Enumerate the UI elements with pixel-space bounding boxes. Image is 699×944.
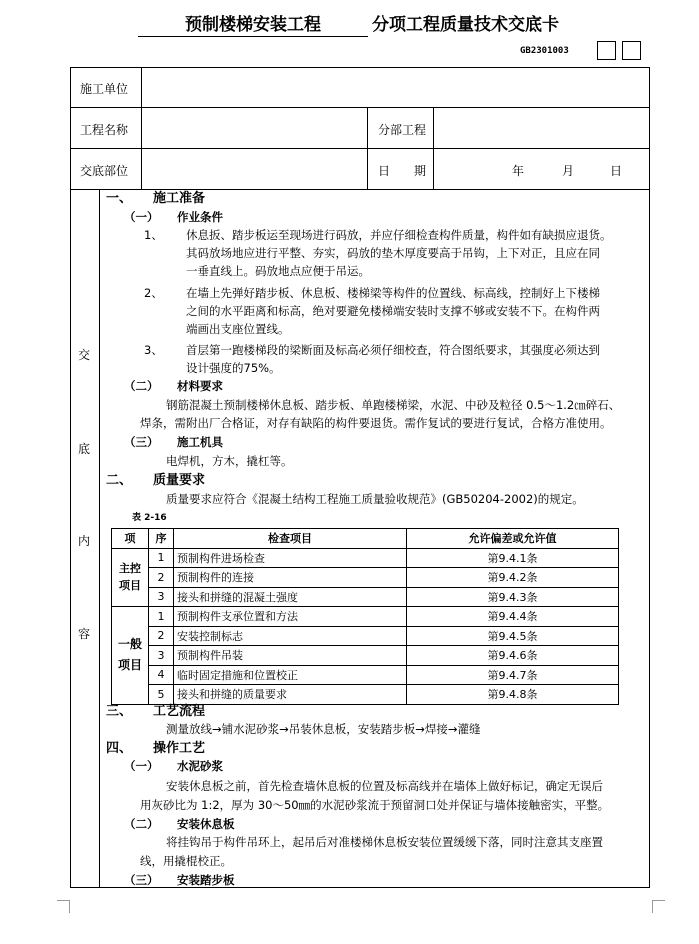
seq-cell: 2 xyxy=(149,626,174,646)
day-label: 日 xyxy=(610,164,623,178)
divider xyxy=(367,107,368,189)
year-label: 年 xyxy=(512,164,525,178)
section-4b-title: 安装休息板 xyxy=(177,817,235,831)
seq-cell: 3 xyxy=(149,646,174,666)
value-cell: 第9.4.1条 xyxy=(407,548,619,568)
value-cell: 第9.4.4条 xyxy=(407,607,619,627)
item-cell: 预制构件进场检查 xyxy=(174,548,407,568)
date-label: 日 期 xyxy=(378,164,427,178)
seq-cell: 1 xyxy=(149,548,174,568)
paragraph-line: 电焊机，方木，撬杠等。 xyxy=(166,454,293,468)
section-2-number: 二、 xyxy=(106,473,133,488)
table-header: 项 xyxy=(112,529,149,549)
paragraph-line: 质量要求应符合《混凝土结构工程施工质量验收规范》(GB50204-2002)的规定。 xyxy=(166,492,584,506)
table-header: 检查项目 xyxy=(174,529,407,549)
seq-cell: 2 xyxy=(149,568,174,588)
table-row xyxy=(112,548,619,568)
value-cell: 第9.4.3条 xyxy=(407,587,619,607)
paragraph-line: 将挂钩吊于构件吊环上，起吊后对准楼梯休息板安装位置缓缓下落，同时注意其支座置 xyxy=(166,835,603,849)
paragraph-line: 焊条，需附出厂合格证，对存有缺陷的构件要退货。需作复试的要进行复试，合格方准使用。 xyxy=(140,416,612,430)
divider xyxy=(433,107,434,189)
section-4c-title: 安装踏步板 xyxy=(177,873,235,887)
paragraph-line: 首层第一跑楼梯段的梁断面及标高必须仔细校查，符合图纸要求，其强度必须达到 xyxy=(186,343,600,357)
divider xyxy=(70,107,650,108)
project-name-label: 工程名称 xyxy=(80,123,129,137)
paragraph-line: 测量放线→铺水泥砂浆→吊装休息板，安装踏步板→焊接→灌缝 xyxy=(166,722,481,736)
paragraph-line: 一垂直线上。码放地点应便于吊运。 xyxy=(186,264,370,278)
location-label: 交底部位 xyxy=(80,164,129,178)
divider xyxy=(70,148,650,149)
paragraph-line: 钢筋混凝土预制楼梯休息板、踏步板、单跑楼梯梁，水泥、中砂及粒径 0.5～1.2㎝碎石、 xyxy=(166,398,621,412)
value-cell: 第9.4.5条 xyxy=(407,626,619,646)
quality-table xyxy=(111,528,619,705)
document-title xyxy=(0,14,699,38)
seq-cell: 3 xyxy=(149,587,174,607)
value-cell: 第9.4.8条 xyxy=(407,685,619,705)
section-4c-number: （三） xyxy=(124,873,159,887)
side-label-char: 容 xyxy=(78,627,91,641)
section-1a-title: 作业条件 xyxy=(177,210,223,224)
group-main-cell: 主控项目 xyxy=(112,548,149,607)
section-1c-number: （三） xyxy=(124,435,159,449)
construction-unit-label: 施工单位 xyxy=(80,82,129,96)
table-row xyxy=(112,607,619,627)
table-row xyxy=(112,568,619,588)
seq-cell: 4 xyxy=(149,665,174,685)
page-corner-mark xyxy=(652,900,665,913)
section-4b-number: （二） xyxy=(124,817,159,831)
item-cell: 接头和拼缝的混凝土强度 xyxy=(174,587,407,607)
table-header-row xyxy=(112,529,619,549)
divider xyxy=(141,67,142,189)
paragraph-line: 用灰砂比为 1:2，厚为 30～50㎜的水泥砂浆流于预留洞口处并保证与墙体接触密实，平整。 xyxy=(140,798,610,812)
month-label: 月 xyxy=(562,164,575,178)
document-code: GB2301003 xyxy=(520,46,569,56)
checkbox-2[interactable] xyxy=(622,41,641,60)
paragraph-line: 安装休息板之前，首先检查墙休息板的位置及标高线并在墙体上做好标记，确定无误后 xyxy=(166,779,603,793)
section-1b-title: 材料要求 xyxy=(177,379,223,393)
paragraph-line: 线，用撬棍校正。 xyxy=(140,854,232,868)
table-row xyxy=(112,646,619,666)
seq-cell: 1 xyxy=(149,607,174,627)
section-3-number: 三、 xyxy=(106,704,133,719)
side-label-char: 内 xyxy=(78,534,91,548)
item-number: 1、 xyxy=(144,228,163,242)
section-4-title: 操作工艺 xyxy=(153,741,206,756)
value-cell: 第9.4.2条 xyxy=(407,568,619,588)
item-cell: 预制构件吊装 xyxy=(174,646,407,666)
table-caption: 表 2-16 xyxy=(132,513,167,523)
section-1-title: 施工准备 xyxy=(153,191,206,206)
item-cell: 预制构件的连接 xyxy=(174,568,407,588)
item-cell: 接头和拼缝的质量要求 xyxy=(174,685,407,705)
paragraph-line: 之间的水平距离和标高，绝对要避免楼梯端安装时支撑不够或安装不下。在构件两 xyxy=(186,304,600,318)
section-3-title: 工艺流程 xyxy=(153,704,206,719)
table-header: 允许偏差或允许值 xyxy=(407,529,619,549)
section-1b-number: （二） xyxy=(124,379,159,393)
paragraph-line: 端画出支座位置线。 xyxy=(186,322,290,336)
sub-project-label: 分部工程 xyxy=(378,123,427,137)
divider xyxy=(99,189,100,888)
paragraph-line: 其码放场地应进行平整、夯实，码放的垫木厚度要高于吊钩，上下对正，且应在同 xyxy=(186,246,600,260)
table-header: 序 xyxy=(149,529,174,549)
section-4a-number: （一） xyxy=(124,759,159,773)
side-label-char: 底 xyxy=(78,442,91,456)
table-row xyxy=(112,685,619,705)
section-4-number: 四、 xyxy=(106,741,133,756)
page-corner-mark xyxy=(57,900,70,913)
seq-cell: 5 xyxy=(149,685,174,705)
section-2-title: 质量要求 xyxy=(153,473,206,488)
checkbox-1[interactable] xyxy=(597,41,616,60)
value-cell: 第9.4.7条 xyxy=(407,665,619,685)
item-cell: 安装控制标志 xyxy=(174,626,407,646)
title-project-name: 预制楼梯安装工程 xyxy=(138,14,368,37)
item-cell: 预制构件支承位置和方法 xyxy=(174,607,407,627)
item-number: 2、 xyxy=(144,286,163,300)
section-1c-title: 施工机具 xyxy=(177,435,223,449)
table-row xyxy=(112,587,619,607)
section-4a-title: 水泥砂浆 xyxy=(177,759,223,773)
table-row xyxy=(112,665,619,685)
item-number: 3、 xyxy=(144,343,163,357)
side-label-char: 交 xyxy=(78,348,91,362)
paragraph-line: 在墙上先弹好踏步板、休息板、楼梯梁等构件的位置线、标高线，控制好上下楼梯 xyxy=(186,286,600,300)
table-row xyxy=(112,626,619,646)
paragraph-line: 设计强度的75%。 xyxy=(186,361,281,375)
section-1a-number: （一） xyxy=(124,210,159,224)
group-general-cell: 一般项目 xyxy=(112,607,149,705)
section-1-number: 一、 xyxy=(106,191,133,206)
title-suffix: 分项工程质量技术交底卡 xyxy=(372,15,559,35)
paragraph-line: 休息扳、踏步板运至现场进行码放，并应仔细检查构件质量，构件如有缺损应退货。 xyxy=(186,228,612,242)
item-cell: 临时固定措施和位置校正 xyxy=(174,665,407,685)
value-cell: 第9.4.6条 xyxy=(407,646,619,666)
